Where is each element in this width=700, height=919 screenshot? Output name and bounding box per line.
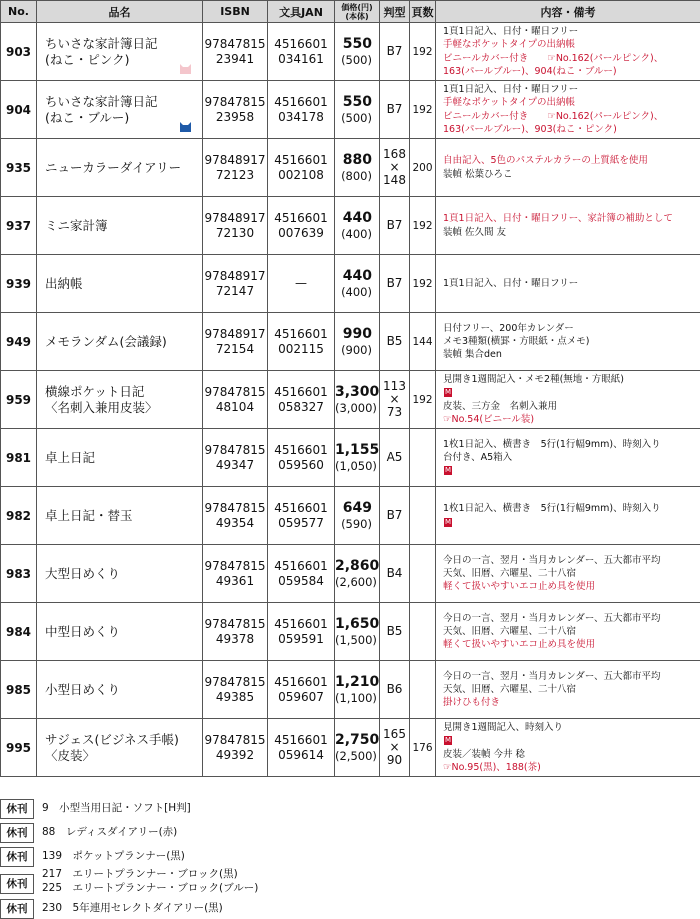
suspended-line: 217 エリートプランナー・ブロック(黒): [42, 867, 258, 881]
base-price: (500): [335, 52, 372, 68]
item-name-line2: (ねこ・ピンク): [45, 52, 202, 68]
jan-line2: 059614: [268, 748, 334, 763]
price-value: 440: [335, 268, 372, 284]
table-row: [1, 429, 700, 487]
jan-cell: [268, 23, 335, 81]
page-count: [410, 603, 436, 661]
item-name: [37, 545, 203, 603]
description-cell: [436, 661, 700, 719]
header-jan: 文具JAN: [268, 1, 335, 23]
table-row: [1, 255, 700, 313]
jan-cell: [268, 719, 335, 777]
isbn-cell: [203, 719, 268, 777]
base-price: (400): [335, 226, 372, 242]
page-count: 144: [410, 313, 436, 371]
table-row: [1, 371, 700, 429]
description-line: ☞No.95(黒)、188(茶): [443, 761, 700, 774]
header-price-line2: (本体): [335, 12, 379, 21]
suspended-text: [42, 801, 191, 815]
description-line: 台付き、A5箱入: [443, 451, 700, 464]
price-value: 3,300: [335, 384, 372, 400]
jan-line1: 4516601: [268, 95, 334, 110]
size-line1: A5: [380, 451, 409, 464]
item-name: [37, 603, 203, 661]
item-name-line1: メモランダム(会議録): [45, 334, 202, 350]
base-price: (400): [335, 284, 372, 300]
base-price: (1,100): [335, 690, 372, 706]
size-line1: 168: [380, 148, 409, 161]
isbn-cell: [203, 255, 268, 313]
price-value: 440: [335, 210, 372, 226]
jan-line2: 002108: [268, 168, 334, 183]
jan-line2: 034178: [268, 110, 334, 125]
isbn-line1: 97847815: [203, 37, 267, 52]
size-line1: B7: [380, 103, 409, 116]
jan-line1: 4516601: [268, 617, 334, 632]
header-price: [335, 1, 380, 23]
table-row: [1, 81, 700, 139]
item-name: [37, 313, 203, 371]
jan-line1: 4516601: [268, 153, 334, 168]
description-line: 自由記入、5色のパステルカラーの上質紙を使用: [443, 154, 700, 167]
price-value: 550: [335, 94, 372, 110]
description-cell: [436, 371, 700, 429]
header-name: 品名: [37, 1, 203, 23]
item-name: [37, 197, 203, 255]
table-row: [1, 603, 700, 661]
description-line: 1頁1日記入、日付・曜日フリー: [443, 277, 700, 290]
jan-cell: [268, 545, 335, 603]
price-cell: [335, 23, 380, 81]
marker-badge: M: [444, 466, 452, 475]
price-cell: [335, 719, 380, 777]
suspended-text: [42, 867, 258, 895]
isbn-line2: 23958: [203, 110, 267, 125]
table-row: [1, 545, 700, 603]
size-line1: B7: [380, 219, 409, 232]
suspended-text: [42, 901, 223, 915]
item-name: [37, 429, 203, 487]
suspended-tag: 休刊: [0, 874, 34, 894]
price-value: 880: [335, 152, 372, 168]
description-line: 掛けひも付き: [443, 696, 700, 709]
description-cell: [436, 429, 700, 487]
jan-line1: 4516601: [268, 37, 334, 52]
size-cell: [380, 719, 410, 777]
size-line1: B6: [380, 683, 409, 696]
price-cell: [335, 429, 380, 487]
header-no: No.: [1, 1, 37, 23]
jan-line1: 4516601: [268, 443, 334, 458]
isbn-cell: [203, 23, 268, 81]
size-line1: B5: [380, 625, 409, 638]
jan-cell: [268, 197, 335, 255]
jan-line1: 4516601: [268, 559, 334, 574]
size-line1: 165: [380, 728, 409, 741]
description-line: 装幀 松葉ひろこ: [443, 168, 700, 181]
table-row: [1, 719, 700, 777]
size-line1: B4: [380, 567, 409, 580]
page-count: 192: [410, 81, 436, 139]
jan-line1: 4516601: [268, 327, 334, 342]
isbn-line2: 23941: [203, 52, 267, 67]
jan-cell: [268, 81, 335, 139]
isbn-line2: 72123: [203, 168, 267, 183]
jan-line1: 4516601: [268, 501, 334, 516]
description-line: 装幀 集合den: [443, 348, 700, 361]
item-name-line1: 出納帳: [45, 276, 202, 292]
isbn-line2: 49354: [203, 516, 267, 531]
header-row: [1, 1, 700, 23]
description-line: ビニールカバー付き ☞No.162(パールピンク)、: [443, 110, 700, 123]
cat-icon-blue: [179, 120, 192, 132]
description-line: ビニールカバー付き ☞No.162(パールピンク)、: [443, 52, 700, 65]
base-price: (900): [335, 342, 372, 358]
jan-cell: [268, 661, 335, 719]
description-cell: [436, 487, 700, 545]
description-line: 見開き1週間記入・メモ2種(無地・方眼紙): [443, 373, 700, 386]
item-number: 939: [1, 255, 37, 313]
size-line2: ×: [380, 741, 409, 754]
base-price: (2,500): [335, 748, 372, 764]
size-cell: [380, 429, 410, 487]
description-line: 天気、旧暦、六曜星、二十八宿: [443, 567, 700, 580]
item-name-line1: 大型日めくり: [45, 566, 202, 582]
suspended-line: 9 小型当用日記・ソフト[H判]: [42, 801, 191, 815]
jan-line2: 002115: [268, 342, 334, 357]
page-count: 192: [410, 371, 436, 429]
suspended-tag: 休刊: [0, 899, 34, 919]
base-price: (800): [335, 168, 372, 184]
page-count: [410, 429, 436, 487]
description-cell: [436, 81, 700, 139]
header-desc: 内容・備考: [436, 1, 700, 23]
item-name: [37, 661, 203, 719]
item-name-line1: ミニ家計簿: [45, 218, 202, 234]
description-cell: [436, 719, 700, 777]
size-line1: B7: [380, 277, 409, 290]
jan-line2: 007639: [268, 226, 334, 241]
isbn-line1: 97848917: [203, 211, 267, 226]
cat-icon-pink: [179, 62, 192, 74]
description-line: 今日の一言、翌月・当月カレンダー、五大都市平均: [443, 670, 700, 683]
item-name-line1: ちいさな家計簿日記: [45, 94, 202, 110]
description-line: 1頁1日記入、日付・曜日フリー: [443, 25, 700, 38]
isbn-line1: 97847815: [203, 385, 267, 400]
item-name-line2: 〈皮装〉: [45, 748, 202, 764]
description-cell: [436, 255, 700, 313]
jan-line2: 059584: [268, 574, 334, 589]
table-row: [1, 23, 700, 81]
isbn-line2: 49392: [203, 748, 267, 763]
size-cell: [380, 603, 410, 661]
item-name-line2: 〈名刺入兼用皮装〉: [45, 400, 202, 416]
isbn-cell: [203, 197, 268, 255]
price-cell: [335, 371, 380, 429]
isbn-line2: 49385: [203, 690, 267, 705]
price-cell: [335, 81, 380, 139]
size-cell: [380, 255, 410, 313]
item-number: 935: [1, 139, 37, 197]
header-isbn: ISBN: [203, 1, 268, 23]
isbn-line2: 48104: [203, 400, 267, 415]
suspended-text: [42, 849, 185, 863]
jan-cell: [268, 139, 335, 197]
item-name-line1: ちいさな家計簿日記: [45, 36, 202, 52]
item-name: [37, 487, 203, 545]
description-cell: [436, 603, 700, 661]
suspended-tag: 休刊: [0, 847, 34, 867]
jan-cell: [268, 603, 335, 661]
description-line: 日付フリー、200年カレンダー: [443, 322, 700, 335]
suspended-tag: 休刊: [0, 799, 34, 819]
description-line: 皮装、三方金 名刺入兼用: [443, 400, 700, 413]
description-line: 1枚1日記入、横書き 5行(1行幅9mm)、時刻入り: [443, 438, 700, 451]
description-cell: [436, 23, 700, 81]
isbn-line1: 97847815: [203, 443, 267, 458]
description-line: 装幀 佐久間 友: [443, 226, 700, 239]
size-cell: [380, 197, 410, 255]
size-line2: ×: [380, 393, 409, 406]
jan-cell: [268, 255, 335, 313]
item-name: [37, 719, 203, 777]
isbn-line1: 97847815: [203, 675, 267, 690]
isbn-line1: 97848917: [203, 327, 267, 342]
item-name: [37, 371, 203, 429]
page-count: [410, 545, 436, 603]
price-value: 1,210: [335, 674, 372, 690]
item-name-line2: (ねこ・ブルー): [45, 110, 202, 126]
page-count: 192: [410, 197, 436, 255]
isbn-line2: 49347: [203, 458, 267, 473]
isbn-line1: 97847815: [203, 733, 267, 748]
isbn-cell: [203, 429, 268, 487]
table-row: [1, 661, 700, 719]
item-name-line1: 卓上日記: [45, 450, 202, 466]
description-line: 163(パールブルー)、904(ねこ・ブルー): [443, 65, 700, 78]
item-number: 983: [1, 545, 37, 603]
suspended-tag: 休刊: [0, 823, 34, 843]
isbn-cell: [203, 81, 268, 139]
description-line: 天気、旧暦、六曜星、二十八宿: [443, 683, 700, 696]
size-cell: [380, 545, 410, 603]
jan-line1: 4516601: [268, 733, 334, 748]
description-line: 163(パールブルー)、903(ねこ・ピンク): [443, 123, 700, 136]
price-value: 1,155: [335, 442, 372, 458]
jan-line1: 4516601: [268, 385, 334, 400]
marker-badge: M: [444, 736, 452, 745]
description-line: 手軽なポケットタイプの出納帳: [443, 96, 700, 109]
suspended-line: 225 エリートプランナー・ブロック(ブルー): [42, 881, 258, 895]
jan-line2: 059591: [268, 632, 334, 647]
description-line: 軽くて扱いやすいエコ止め具を使用: [443, 580, 700, 593]
size-cell: [380, 487, 410, 545]
description-line: 今日の一言、翌月・当月カレンダー、五大都市平均: [443, 554, 700, 567]
description-line: 天気、旧暦、六曜星、二十八宿: [443, 625, 700, 638]
jan-line1: 4516601: [268, 211, 334, 226]
price-cell: [335, 545, 380, 603]
table-row: [1, 139, 700, 197]
size-line2: ×: [380, 161, 409, 174]
description-line: 手軽なポケットタイプの出納帳: [443, 38, 700, 51]
jan-line2: 059607: [268, 690, 334, 705]
isbn-cell: [203, 661, 268, 719]
description-line: 軽くて扱いやすいエコ止め具を使用: [443, 638, 700, 651]
marker-badge: M: [444, 518, 452, 527]
item-number: 981: [1, 429, 37, 487]
table-row: [1, 313, 700, 371]
isbn-line2: 49378: [203, 632, 267, 647]
base-price: (3,000): [335, 400, 372, 416]
suspended-text: [42, 825, 177, 839]
isbn-line1: 97847815: [203, 95, 267, 110]
isbn-line2: 72130: [203, 226, 267, 241]
price-value: 649: [335, 500, 372, 516]
item-name: [37, 139, 203, 197]
price-cell: [335, 197, 380, 255]
price-cell: [335, 139, 380, 197]
price-cell: [335, 255, 380, 313]
price-cell: [335, 487, 380, 545]
item-name-line1: 卓上日記・替玉: [45, 508, 202, 524]
jan-line1: 4516601: [268, 675, 334, 690]
size-cell: [380, 313, 410, 371]
isbn-cell: [203, 603, 268, 661]
page-count: 200: [410, 139, 436, 197]
header-pages: 頁数: [410, 1, 436, 23]
price-value: 550: [335, 36, 372, 52]
base-price: (1,050): [335, 458, 372, 474]
jan-line1: —: [268, 276, 334, 291]
size-line1: B7: [380, 45, 409, 58]
description-line: ☞No.54(ビニール装): [443, 413, 700, 426]
description-line: メモ3種類(横罫・方眼紙・点メモ): [443, 335, 700, 348]
jan-line2: 058327: [268, 400, 334, 415]
size-cell: [380, 23, 410, 81]
item-number: 982: [1, 487, 37, 545]
jan-line2: 059577: [268, 516, 334, 531]
price-value: 990: [335, 326, 372, 342]
price-value: 2,860: [335, 558, 372, 574]
item-number: 984: [1, 603, 37, 661]
base-price: (2,600): [335, 574, 372, 590]
size-line3: 148: [380, 174, 409, 187]
jan-line2: 059560: [268, 458, 334, 473]
jan-cell: [268, 313, 335, 371]
suspended-line: 230 5年連用セレクトダイアリー(黒): [42, 901, 223, 915]
isbn-line1: 97847815: [203, 501, 267, 516]
jan-cell: [268, 429, 335, 487]
description-line: 1枚1日記入、横書き 5行(1行幅9mm)、時刻入り: [443, 502, 700, 515]
page-count: 192: [410, 255, 436, 313]
description-line: 今日の一言、翌月・当月カレンダー、五大都市平均: [443, 612, 700, 625]
isbn-line1: 97847815: [203, 617, 267, 632]
item-number: 949: [1, 313, 37, 371]
suspended-line: 88 レディスダイアリー(赤): [42, 825, 177, 839]
size-cell: [380, 139, 410, 197]
isbn-cell: [203, 139, 268, 197]
jan-line2: 034161: [268, 52, 334, 67]
jan-cell: [268, 371, 335, 429]
size-cell: [380, 371, 410, 429]
marker-badge: M: [444, 388, 452, 397]
base-price: (590): [335, 516, 372, 532]
description-line: 1頁1日記入、日付・曜日フリー: [443, 83, 700, 96]
isbn-line1: 97847815: [203, 559, 267, 574]
isbn-cell: [203, 487, 268, 545]
description-line: 皮装／装幀 今井 稔: [443, 748, 700, 761]
description-cell: [436, 545, 700, 603]
description-line: 1頁1日記入、日付・曜日フリー、家計簿の補助として: [443, 212, 700, 225]
price-cell: [335, 661, 380, 719]
description-line: 見開き1週間記入、時刻入り: [443, 721, 700, 734]
size-line1: B5: [380, 335, 409, 348]
size-line3: 73: [380, 406, 409, 419]
item-number: 985: [1, 661, 37, 719]
suspended-line: 139 ポケットプランナー(黒): [42, 849, 185, 863]
price-value: 1,650: [335, 616, 372, 632]
table-row: [1, 487, 700, 545]
isbn-cell: [203, 371, 268, 429]
description-cell: [436, 139, 700, 197]
item-name-line1: 小型日めくり: [45, 682, 202, 698]
item-name-line1: ニューカラーダイアリー: [45, 160, 202, 176]
isbn-line2: 72154: [203, 342, 267, 357]
isbn-line2: 72147: [203, 284, 267, 299]
base-price: (500): [335, 110, 372, 126]
description-cell: [436, 313, 700, 371]
description-cell: [436, 197, 700, 255]
isbn-cell: [203, 545, 268, 603]
isbn-cell: [203, 313, 268, 371]
jan-cell: [268, 487, 335, 545]
item-name: [37, 255, 203, 313]
item-name: [37, 23, 203, 81]
header-price-line1: 価格(円): [335, 3, 379, 12]
price-cell: [335, 313, 380, 371]
size-cell: [380, 661, 410, 719]
price-value: 2,750: [335, 732, 372, 748]
page-count: 176: [410, 719, 436, 777]
item-name-line1: サジェス(ビジネス手帳): [45, 732, 202, 748]
size-cell: [380, 81, 410, 139]
page-count: [410, 661, 436, 719]
item-name: [37, 81, 203, 139]
page-count: [410, 487, 436, 545]
item-name-line1: 中型日めくり: [45, 624, 202, 640]
price-cell: [335, 603, 380, 661]
isbn-line2: 49361: [203, 574, 267, 589]
isbn-line1: 97848917: [203, 269, 267, 284]
item-number: 995: [1, 719, 37, 777]
table-row: [1, 197, 700, 255]
item-name-line1: 横線ポケット日記: [45, 384, 202, 400]
size-line1: 113: [380, 380, 409, 393]
item-number: 903: [1, 23, 37, 81]
size-line3: 90: [380, 754, 409, 767]
base-price: (1,500): [335, 632, 372, 648]
isbn-line1: 97848917: [203, 153, 267, 168]
item-number: 937: [1, 197, 37, 255]
size-line1: B7: [380, 509, 409, 522]
item-number: 904: [1, 81, 37, 139]
item-number: 959: [1, 371, 37, 429]
header-size: 判型: [380, 1, 410, 23]
page-count: 192: [410, 23, 436, 81]
